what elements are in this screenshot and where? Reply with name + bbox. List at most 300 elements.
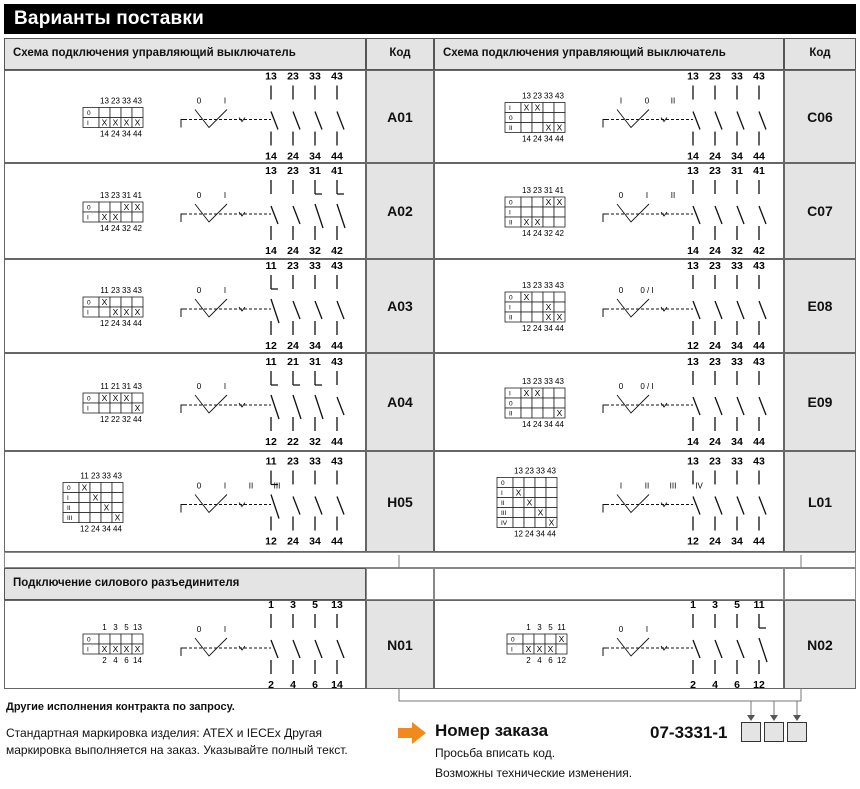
left-cell-2-diagram — [5, 164, 367, 260]
contact-blade — [759, 628, 767, 662]
table-cell — [99, 307, 110, 317]
table-cell — [132, 108, 143, 118]
table-cell — [556, 644, 567, 654]
position-label: II — [644, 481, 650, 491]
detent-icon — [195, 204, 227, 222]
table-cell — [101, 513, 112, 523]
order-box-2[interactable] — [764, 722, 784, 742]
code-E08: E08 — [784, 259, 856, 353]
contact-mark: X — [81, 482, 88, 493]
terminal-label: 3 — [290, 601, 296, 611]
table-cell — [545, 634, 556, 644]
code-C07: C07 — [784, 163, 856, 259]
table-cell — [112, 483, 123, 493]
table-cell — [505, 197, 521, 207]
terminal-label: 13 — [687, 455, 699, 468]
terminal-label: 14 — [522, 420, 531, 429]
terminal-label: 44 — [753, 436, 765, 448]
terminal-label: 2 — [690, 679, 696, 690]
table-cell — [112, 503, 123, 513]
contact-mark: X — [525, 644, 532, 654]
contact-blade — [271, 112, 278, 130]
table-cell — [497, 488, 513, 498]
contact-mark: X — [123, 644, 130, 654]
contact-mark: X — [123, 307, 130, 317]
terminal-label: 44 — [113, 524, 122, 534]
position-label: III — [273, 481, 281, 491]
table-cell — [110, 108, 121, 118]
detent-icon — [195, 299, 227, 317]
detent-icon — [617, 638, 649, 656]
terminal-label: 44 — [753, 535, 765, 548]
contact-blade — [337, 640, 344, 658]
terminal-label: 33 — [731, 455, 743, 468]
terminal-label: 44 — [753, 150, 765, 163]
terminal-label: 44 — [133, 129, 142, 139]
terminal-label: 13 — [522, 281, 531, 290]
position-label: I — [87, 405, 89, 413]
contact-blade — [715, 640, 722, 658]
detent-icon — [617, 110, 649, 128]
terminal-label: 5 — [312, 601, 318, 611]
terminal-label: 11 — [557, 623, 566, 632]
table-cell — [554, 302, 565, 312]
terminal-label: 23 — [111, 286, 120, 295]
contact-blade — [315, 385, 323, 419]
table-cell — [83, 108, 99, 118]
position-label: 0 — [511, 636, 515, 644]
table-cell — [554, 103, 565, 113]
terminal-label: 33 — [731, 71, 743, 83]
table-cell — [532, 207, 543, 217]
terminal-label: 43 — [547, 466, 556, 476]
table-cell — [79, 513, 90, 523]
table-cell — [513, 518, 524, 528]
terminal-label: 24 — [91, 524, 100, 534]
code-A03: A03 — [366, 259, 434, 353]
detent-icon — [617, 395, 649, 413]
terminal-label: 2 — [268, 679, 274, 690]
terminal-label: 31 — [731, 165, 743, 177]
contact-mark: X — [547, 644, 554, 654]
table-cell — [521, 312, 532, 322]
terminal-label: 43 — [555, 91, 564, 101]
terminal-label: 43 — [555, 377, 564, 386]
terminal-label: 11 — [265, 455, 277, 468]
terminal-label: 23 — [533, 281, 542, 290]
terminal-label: 43 — [133, 286, 142, 295]
contact-mark: X — [123, 393, 130, 403]
contact-blade — [737, 397, 744, 415]
contact-blade — [693, 112, 700, 130]
position-label: I — [645, 625, 649, 634]
contact-mark: X — [134, 403, 141, 413]
contact-mark: X — [112, 307, 119, 317]
detent-icon — [617, 204, 649, 222]
terminal-label: 33 — [309, 71, 321, 83]
header-scheme-right: Схема подключения управляющий выключатель — [434, 38, 784, 70]
contact-blade — [693, 497, 700, 515]
terminal-label: 6 — [124, 656, 129, 665]
table-cell — [83, 212, 99, 222]
table-cell — [63, 483, 79, 493]
contact-mark: X — [103, 502, 110, 513]
left-cell-5-diagram — [5, 452, 367, 553]
position-label: 0 — [196, 481, 202, 491]
table-cell — [532, 292, 543, 302]
terminal-label: 23 — [111, 191, 120, 200]
terminal-label: 3 — [712, 601, 718, 611]
contact-mark: X — [101, 644, 108, 654]
code-N01: N01 — [366, 600, 434, 689]
terminal-label: 42 — [133, 224, 142, 233]
contact-blade — [737, 497, 744, 515]
position-label: II — [509, 219, 513, 227]
table-cell — [505, 217, 521, 227]
terminal-label: 23 — [287, 455, 299, 468]
position-label: II — [501, 500, 505, 507]
table-cell — [524, 518, 535, 528]
terminal-label: 14 — [687, 436, 699, 448]
contact-mark: X — [123, 202, 130, 212]
left-cell-2 — [4, 163, 366, 259]
terminal-label: 6 — [312, 679, 318, 690]
table-cell — [79, 493, 90, 503]
terminal-label: 32 — [544, 229, 553, 238]
terminal-label: 44 — [331, 150, 343, 163]
terminal-label: 31 — [122, 382, 131, 391]
code-H05: H05 — [366, 451, 434, 552]
contact-mark: X — [558, 634, 565, 644]
terminal-label: 43 — [753, 71, 765, 83]
left-cell-4-diagram — [5, 354, 367, 452]
terminal-label: 11 — [80, 471, 89, 481]
terminal-label: 24 — [287, 245, 299, 257]
terminal-label: 34 — [731, 150, 743, 163]
table-cell — [543, 388, 554, 398]
contact-blade — [337, 497, 344, 515]
terminal-label: 32 — [122, 224, 131, 233]
contact-mark: X — [548, 517, 555, 528]
table-cell — [132, 297, 143, 307]
table-cell — [110, 202, 121, 212]
title-bar — [4, 4, 856, 34]
terminal-label: 43 — [113, 471, 122, 481]
handle-icon — [603, 505, 609, 513]
terminal-label: 32 — [731, 245, 743, 257]
table-cell — [497, 478, 513, 488]
table-cell — [99, 108, 110, 118]
table-cell — [101, 493, 112, 503]
terminal-label: 24 — [709, 245, 721, 257]
position-label: I — [645, 191, 649, 200]
contact-mark: X — [526, 497, 533, 508]
contact-blade — [759, 497, 766, 515]
power-cell-left — [4, 600, 366, 689]
table-cell — [532, 408, 543, 418]
position-label: 0 — [509, 115, 513, 122]
handle-icon — [181, 214, 187, 222]
table-cell — [543, 408, 554, 418]
order-sub-line1: Просьба вписать код. — [435, 746, 556, 760]
contact-blade — [271, 385, 279, 419]
table-cell — [63, 493, 79, 503]
position-label: I — [619, 481, 623, 491]
position-label: I — [223, 96, 227, 106]
terminal-label: 14 — [687, 150, 699, 163]
contact-mark: X — [534, 388, 541, 398]
order-box-1[interactable] — [741, 722, 761, 742]
terminal-label: 14 — [331, 679, 343, 690]
table-cell — [79, 503, 90, 513]
terminal-label: 33 — [544, 377, 553, 386]
position-label: 0 — [87, 636, 91, 644]
table-cell — [83, 118, 99, 128]
table-cell — [521, 408, 532, 418]
table-cell — [532, 312, 543, 322]
right-cell-4-diagram — [435, 354, 785, 452]
position-label: 0 — [509, 294, 513, 302]
terminal-label: 12 — [80, 524, 89, 534]
table-cell — [532, 113, 543, 123]
contact-blade — [737, 301, 744, 319]
terminal-label: 13 — [265, 165, 277, 177]
right-cell-5-diagram — [435, 452, 785, 553]
terminal-label: 42 — [555, 229, 564, 238]
table-cell — [505, 292, 521, 302]
terminal-label: 5 — [548, 623, 553, 632]
terminal-label: 21 — [111, 382, 120, 391]
handle-icon — [603, 405, 609, 413]
table-cell — [505, 207, 521, 217]
contact-blade — [715, 206, 722, 224]
table-cell — [505, 388, 521, 398]
table-cell — [132, 634, 143, 644]
table-cell — [521, 207, 532, 217]
position-label: 0 — [509, 400, 513, 408]
table-cell — [83, 403, 99, 413]
terminal-label: 23 — [709, 356, 721, 368]
contact-blade — [271, 206, 278, 224]
contact-mark: X — [134, 307, 141, 317]
terminal-label: 23 — [709, 455, 721, 468]
position-label: I — [619, 96, 623, 106]
terminal-label: 43 — [331, 71, 343, 83]
terminal-label: 34 — [544, 420, 553, 429]
contact-blade — [315, 112, 322, 130]
position-label: 0 — [87, 299, 91, 307]
contact-mark: X — [536, 644, 543, 654]
terminal-label: 33 — [122, 96, 131, 106]
terminal-label: 4 — [290, 679, 296, 690]
right-cell-1 — [434, 70, 784, 163]
terminal-label: 11 — [265, 260, 277, 272]
terminal-label: 6 — [734, 679, 740, 690]
table-cell — [121, 634, 132, 644]
table-cell — [521, 123, 532, 133]
contact-mark: X — [134, 202, 141, 212]
footer-standard-text: Стандартная маркировка изделия: ATEX и IECEx Другая маркировка выполняется на заказ. Указывайте полный текст. — [6, 726, 348, 757]
terminal-label: 23 — [709, 165, 721, 177]
contact-blade — [759, 301, 766, 319]
terminal-label: 31 — [122, 191, 131, 200]
terminal-label: 24 — [533, 134, 542, 144]
position-label: 0 — [67, 485, 71, 492]
order-sub — [435, 743, 632, 783]
terminal-label: 43 — [133, 382, 142, 391]
contact-blade — [759, 206, 766, 224]
position-label: I — [223, 625, 227, 634]
contact-blade — [759, 397, 766, 415]
terminal-label: 5 — [734, 601, 740, 611]
terminal-label: 12 — [265, 436, 277, 448]
terminal-label: 3 — [537, 623, 542, 632]
table-cell — [112, 493, 123, 503]
left-cell-4 — [4, 353, 366, 451]
terminal-label: 12 — [265, 340, 277, 352]
order-sub-line2: Возможны технические изменения. — [435, 766, 633, 780]
contact-blade — [737, 206, 744, 224]
contact-blade — [693, 640, 700, 658]
table-cell — [505, 312, 521, 322]
terminal-label: 14 — [265, 245, 277, 257]
terminal-label: 31 — [309, 356, 321, 368]
position-label: I — [501, 490, 503, 497]
terminal-label: 34 — [122, 319, 131, 328]
position-label: 0 — [644, 96, 650, 106]
contact-blade — [693, 301, 700, 319]
table-cell — [101, 483, 112, 493]
terminal-label: 13 — [687, 260, 699, 272]
table-cell — [532, 398, 543, 408]
terminal-label: 13 — [522, 377, 531, 386]
table-cell — [554, 292, 565, 302]
table-cell — [532, 123, 543, 133]
table-cell — [532, 197, 543, 207]
contact-blade — [715, 301, 722, 319]
terminal-label: 33 — [544, 281, 553, 290]
left-cell-5 — [4, 451, 366, 552]
position-label: I — [509, 304, 511, 312]
position-label: 0 / I — [640, 382, 654, 391]
table-cell — [90, 503, 101, 513]
contact-mark: X — [556, 122, 563, 133]
contact-mark: X — [134, 117, 141, 128]
table-cell — [546, 498, 557, 508]
code-A02: A02 — [366, 163, 434, 259]
terminal-label: 34 — [309, 150, 321, 163]
terminal-label: 43 — [331, 455, 343, 468]
table-cell — [90, 513, 101, 523]
table-cell — [543, 217, 554, 227]
terminal-label: 43 — [753, 356, 765, 368]
position-label: 0 — [618, 191, 624, 200]
terminal-label: 4 — [537, 656, 542, 665]
table-cell — [521, 398, 532, 408]
contact-mark: X — [112, 212, 119, 222]
terminal-label: 34 — [731, 535, 743, 548]
terminal-label: 34 — [544, 134, 553, 144]
terminal-label: 24 — [709, 340, 721, 352]
terminal-label: 4 — [712, 679, 718, 690]
contact-mark: X — [545, 302, 552, 312]
handle-icon — [181, 120, 187, 128]
detent-icon — [195, 395, 227, 413]
terminal-label: 44 — [331, 340, 343, 352]
contact-blade — [315, 301, 322, 319]
terminal-label: 24 — [533, 420, 542, 429]
table-cell — [121, 403, 132, 413]
code-N02: N02 — [784, 600, 856, 689]
position-label: 0 — [87, 395, 91, 403]
table-cell — [83, 393, 99, 403]
left-cell-1-diagram — [5, 71, 367, 164]
code-A01: A01 — [366, 70, 434, 163]
terminal-label: 23 — [287, 165, 299, 177]
contact-mark: X — [123, 117, 130, 128]
contact-mark: X — [101, 212, 108, 222]
terminal-label: 44 — [555, 324, 564, 333]
terminal-label: 13 — [331, 601, 343, 611]
contact-mark: X — [92, 492, 99, 503]
terminal-label: 44 — [133, 415, 142, 424]
terminal-label: 33 — [544, 91, 553, 101]
position-label: II — [509, 125, 513, 132]
terminal-label: 31 — [544, 186, 553, 195]
terminal-label: 41 — [133, 191, 142, 200]
table-cell — [99, 634, 110, 644]
table-cell — [521, 197, 532, 207]
position-label: I — [223, 286, 227, 295]
position-label: I — [511, 646, 513, 654]
contact-mark: X — [545, 197, 552, 207]
terminal-label: 1 — [102, 623, 107, 632]
left-cell-3 — [4, 259, 366, 353]
terminal-label: 41 — [331, 165, 343, 177]
order-box-3[interactable] — [787, 722, 807, 742]
terminal-label: 43 — [753, 260, 765, 272]
table-cell — [513, 478, 524, 488]
right-cell-5 — [434, 451, 784, 552]
terminal-label: 34 — [544, 324, 553, 333]
table-cell — [507, 634, 523, 644]
terminal-label: 42 — [753, 245, 765, 257]
detent-icon — [617, 495, 649, 513]
terminal-label: 33 — [309, 455, 321, 468]
contact-blade — [293, 385, 301, 419]
contact-blade — [737, 640, 744, 658]
terminal-label: 13 — [100, 191, 109, 200]
table-cell — [546, 488, 557, 498]
table-cell — [543, 207, 554, 217]
position-label: 0 — [618, 286, 624, 295]
position-label: II — [67, 505, 71, 512]
code-A04: A04 — [366, 353, 434, 451]
position-label: I — [87, 214, 89, 222]
table-cell — [99, 202, 110, 212]
terminal-label: 12 — [514, 529, 523, 539]
position-label: III — [501, 510, 507, 517]
terminal-label: 14 — [133, 656, 142, 665]
position-label: II — [670, 96, 676, 106]
table-cell — [505, 103, 521, 113]
contact-mark: X — [534, 102, 541, 113]
terminal-label: 12 — [687, 340, 699, 352]
right-cell-4 — [434, 353, 784, 451]
terminal-label: 44 — [555, 420, 564, 429]
contact-mark: X — [534, 217, 541, 227]
table-cell — [505, 398, 521, 408]
